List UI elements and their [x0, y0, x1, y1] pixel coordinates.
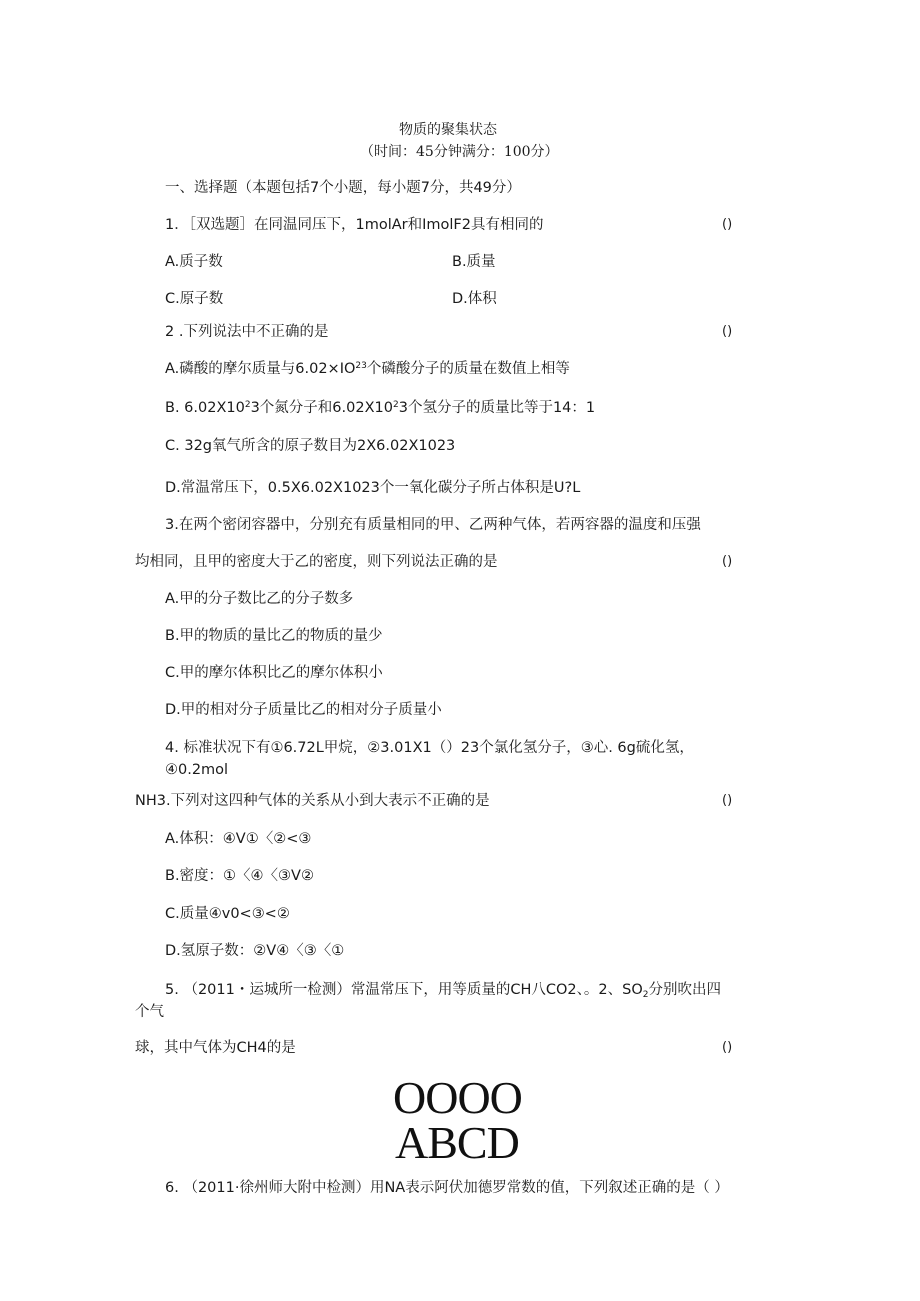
q5-stem-line-1-post: 分别吹出四: [648, 982, 721, 998]
q3-option-a: A.甲的分子数比乙的分子数多: [165, 591, 354, 607]
q5-figure-labels: ABCD: [395, 1117, 519, 1168]
q1-option-a: A.质子数: [165, 254, 223, 270]
doc-title: 物质的聚集状态: [399, 122, 497, 138]
q4-stem-line-1: 4. 标准状况下有①6.72L甲烷，②3.01X1（）23个氯化氢分子，③心. 6g硫化氢，: [165, 740, 694, 756]
q2-option-a-exponent: 23: [355, 361, 367, 371]
q2-option-c: C. 32g氧气所含的原子数目为2X6.02X1023: [165, 438, 456, 454]
q2-option-a: [165, 359, 570, 379]
q1-option-d: D.体积: [452, 291, 497, 307]
q1-option-b: B.质量: [452, 254, 496, 270]
q4-option-c: C.质量④v0<③<②: [165, 906, 290, 922]
q1-option-c: C.原子数: [165, 291, 224, 307]
q2-option-b-exponent-1: 2: [244, 400, 251, 410]
q5-answer-paren: (): [722, 1040, 733, 1055]
q6-stem: 6. （2011·徐州师大附中检测）用NA表示阿伏加德罗常数的值，下列叙述正确的是（ ）: [165, 1180, 729, 1196]
q2-option-d: D.常温常压下，0.5X6.02X1023个一氧化碳分子所占体积是U?L: [165, 480, 581, 496]
q3-answer-paren: (): [722, 554, 733, 569]
q2-option-b: [165, 398, 595, 418]
q1-stem: 1．［双选题］在同温同压下，1molAr和ImolF2具有相同的: [165, 217, 544, 233]
q2-answer-paren: (): [722, 324, 733, 339]
q4-stem-line-3: NH3.下列对这四种气体的关系从小到大表示不正确的是: [135, 793, 490, 809]
q2-option-a-post: 个磷酸分子的质量在数值上相等: [366, 361, 570, 377]
section-heading: 一、选择题（本题包括7个小题，每小题7分，共49分）: [165, 180, 521, 196]
q5-stem-line-1: [165, 980, 721, 1000]
q5-figure-balloons: OOOO: [393, 1072, 522, 1123]
doc-subtitle: （时间：45分钟满分：100分）: [360, 144, 559, 160]
q4-answer-paren: (): [722, 793, 733, 808]
q4-option-b: B.密度：①〈④〈③V②: [165, 868, 314, 884]
q5-stem-subscript: 2: [642, 990, 649, 1000]
q2-option-b-post: 3个氢分子的质量比等于14：1: [398, 400, 596, 416]
q2-option-b-mid: 3个氮分子和6.02X10: [250, 400, 393, 416]
q3-stem-line-2: 均相同，且甲的密度大于乙的密度，则下列说法正确的是: [135, 554, 498, 570]
q3-option-c: C.甲的摩尔体积比乙的摩尔体积小: [165, 665, 383, 681]
q2-option-b-exponent-2: 2: [392, 400, 399, 410]
q4-option-a: A.体积：④V①〈②<③: [165, 831, 312, 847]
q2-option-a-pre: A.磷酸的摩尔质量与6.02×IO: [165, 361, 356, 377]
q5-stem-line-2: 个气: [135, 1004, 164, 1020]
q4-stem-line-2: ④0.2mol: [165, 762, 229, 778]
q2-option-b-pre: B. 6.02X10: [165, 400, 245, 416]
q3-stem-line-1: 3.在两个密闭容器中，分别充有质量相同的甲、乙两种气体，若两容器的温度和压强: [165, 517, 701, 533]
q4-option-d: D.氢原子数：②V④〈③〈①: [165, 943, 345, 959]
q5-stem-line-3: 球，其中气体为CH4的是: [135, 1040, 296, 1056]
q3-option-d: D.甲的相对分子质量比乙的相对分子质量小: [165, 702, 442, 718]
q1-answer-paren: (): [722, 217, 733, 232]
q2-stem: 2 .下列说法中不正确的是: [165, 324, 329, 340]
q5-stem-line-1-pre: 5. （2011・运城所一检测）常温常压下，用等质量的CH八CO2、。2、SO: [165, 982, 643, 998]
q3-option-b: B.甲的物质的量比乙的物质的量少: [165, 628, 383, 644]
